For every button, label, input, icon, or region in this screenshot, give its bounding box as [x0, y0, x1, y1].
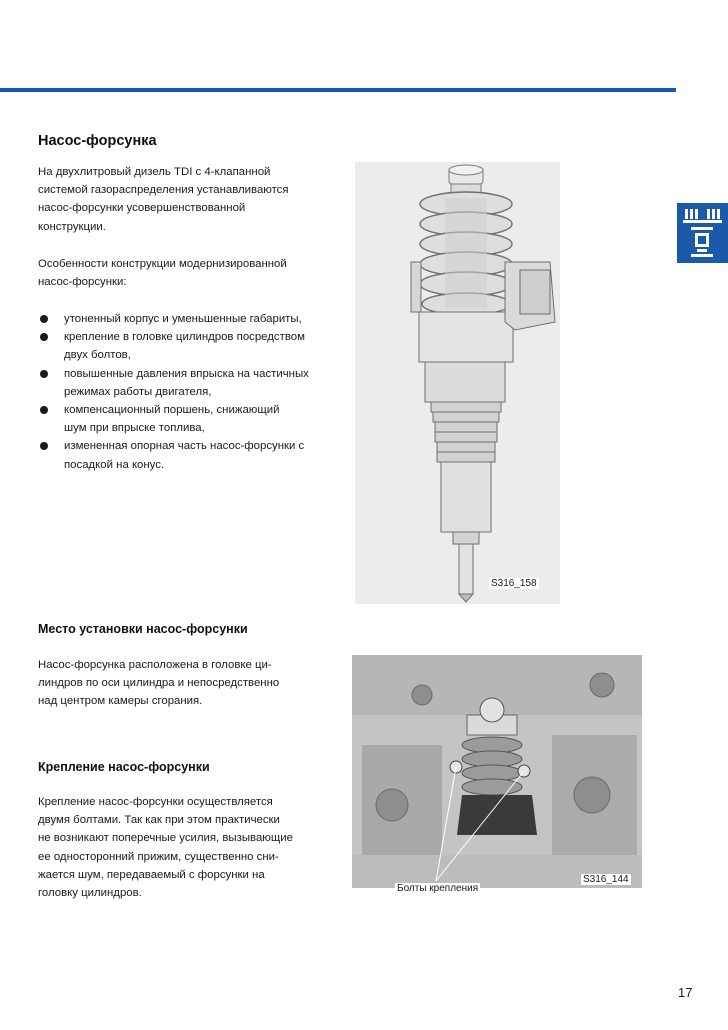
list-item: компенсационный поршень, снижающий шум при впрыске топлива, [38, 401, 338, 437]
intro-paragraph: На двухлитровый дизель TDI с 4-клапанной системой газораспределения устанавливаются насос-форсунки усовершенствованной конструкции. [38, 166, 289, 233]
location-paragraph: Насос-форсунка расположена в головке ци- линдров по оси цилиндра и непосредственно над центром камеры сгорания. [38, 659, 280, 708]
bolts-callout-label: Болты крепления [397, 883, 479, 894]
section-title-pump-injector: Насос-форсунка [38, 133, 157, 149]
features-intro: Особенности конструкции модернизированной насос-форсунки: [38, 258, 287, 289]
list-item: повышенные давления впрыска на частичных режимах работы двигателя, [38, 365, 338, 401]
mounting-paragraph: Крепление насос-форсунки осуществляется двумя болтами. Так как при этом практически не возникают поперечные усилия, вызывающие ее односторонний прижим, существенно сни- жается шум, передаваемый с форсунки на головку цилиндров. [38, 796, 293, 900]
section-title-location: Место установки насос-форсунки [38, 622, 248, 636]
figure-code: S316_144 [583, 874, 629, 885]
list-item: крепление в головке цилиндров посредством двух болтов, [38, 328, 338, 364]
list-item: утоненный корпус и уменьшенные габариты, [38, 310, 338, 328]
page-number: 17 [678, 985, 693, 1000]
header-rule [0, 88, 676, 92]
section-tab [677, 203, 728, 263]
feature-list [38, 310, 338, 474]
section-title-mounting: Крепление насос-форсунки [38, 760, 210, 774]
cylinder-head-illustration [352, 655, 642, 888]
pump-injector-illustration [355, 162, 560, 604]
list-item: измененная опорная часть насос-форсунки с посадкой на конус. [38, 437, 338, 473]
figure-code: S316_158 [491, 578, 537, 589]
engine-cylinder-icon [677, 203, 728, 263]
